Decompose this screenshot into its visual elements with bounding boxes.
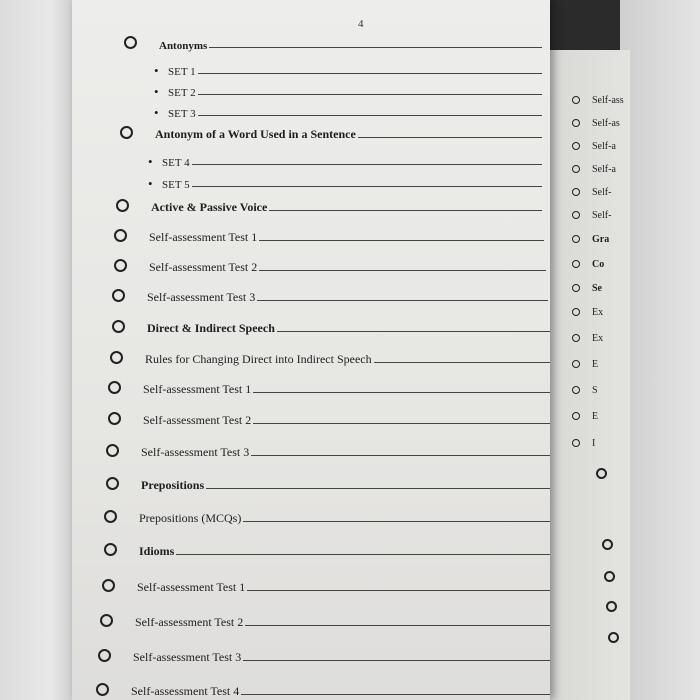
leader-line xyxy=(209,46,542,48)
circle-icon xyxy=(98,649,111,662)
circle-icon xyxy=(106,444,119,457)
toc-item-row xyxy=(106,440,550,460)
circle-icon xyxy=(572,188,580,196)
side-entry xyxy=(572,184,630,200)
leader-line xyxy=(176,553,550,555)
circle-icon xyxy=(572,412,580,420)
circle-icon xyxy=(572,334,580,342)
side-entry xyxy=(572,256,630,272)
side-entry xyxy=(572,115,630,131)
toc-label: Self-assessment Test 2 xyxy=(143,413,252,427)
circle-icon xyxy=(572,119,580,127)
circle-icon xyxy=(116,199,129,212)
side-entry-label: E xyxy=(592,358,599,370)
toc-item-row xyxy=(112,285,548,305)
toc-item-row xyxy=(108,377,550,397)
toc-item-row xyxy=(96,679,550,699)
side-entry xyxy=(572,435,630,451)
leader-line xyxy=(192,163,542,165)
leader-line xyxy=(251,454,550,456)
circle-icon xyxy=(96,683,109,696)
toc-section-row xyxy=(104,539,550,559)
side-entry-label: Self-ass xyxy=(592,94,624,106)
toc-item-row xyxy=(102,575,550,595)
side-entry-label: S xyxy=(592,384,598,396)
circle-icon xyxy=(572,96,580,104)
circle-icon xyxy=(572,308,580,316)
leader-line xyxy=(257,299,548,301)
leader-line xyxy=(245,624,550,626)
leader-line xyxy=(241,693,550,695)
circle-icon xyxy=(572,386,580,394)
toc-label: SET 2 xyxy=(168,87,196,99)
leader-line xyxy=(243,659,550,661)
circle-icon xyxy=(108,412,121,425)
circle-icon xyxy=(604,571,615,582)
toc-bullet-row xyxy=(154,100,542,120)
toc-label: Self-assessment Test 3 xyxy=(141,445,250,459)
toc-section-row xyxy=(116,195,542,215)
side-entry xyxy=(572,92,630,108)
side-entry-label: Ex xyxy=(592,332,604,344)
leader-line xyxy=(269,209,542,211)
circle-icon xyxy=(104,510,117,523)
side-entry-label: Co xyxy=(592,258,605,270)
bullet-icon: • xyxy=(154,84,159,99)
toc-label: SET 4 xyxy=(162,157,190,169)
toc-label: SET 3 xyxy=(168,108,196,120)
toc-bullet-row xyxy=(154,79,542,99)
circle-icon xyxy=(106,477,119,490)
toc-label: Antonyms xyxy=(159,40,208,52)
side-entry xyxy=(572,280,630,296)
circle-icon xyxy=(104,543,117,556)
circle-icon xyxy=(114,229,127,242)
toc-label: Prepositions xyxy=(141,478,205,492)
circle-icon xyxy=(572,142,580,150)
bullet-icon: • xyxy=(154,63,159,78)
toc-label: Self-assessment Test 1 xyxy=(137,580,246,594)
toc-label: Self-assessment Test 1 xyxy=(149,230,258,244)
leader-line xyxy=(374,361,550,363)
circle-icon xyxy=(120,126,133,139)
side-entry xyxy=(572,408,630,424)
leader-line xyxy=(198,93,542,95)
side-entry-label: I xyxy=(592,437,596,449)
toc-item-row xyxy=(104,506,550,526)
side-entry xyxy=(572,382,630,398)
bullet-icon: • xyxy=(154,105,159,120)
toc-label: Direct & Indirect Speech xyxy=(147,321,275,335)
leader-line xyxy=(358,136,542,138)
circle-icon xyxy=(100,614,113,627)
side-entry-label: Self- xyxy=(592,186,612,198)
circle-icon xyxy=(602,539,613,550)
toc-bullet-row xyxy=(154,58,542,78)
side-entry-label: Self- xyxy=(592,209,612,221)
circle-icon xyxy=(572,235,580,243)
leader-line xyxy=(277,330,550,332)
circle-icon xyxy=(102,579,115,592)
toc-section-row xyxy=(106,473,550,493)
toc-item-row xyxy=(108,408,550,428)
side-page xyxy=(540,50,630,700)
circle-icon xyxy=(572,284,580,292)
side-entry-label: Ex xyxy=(592,306,604,318)
side-entry xyxy=(572,231,630,247)
toc-label: Self-assessment Test 2 xyxy=(149,260,258,274)
side-entry xyxy=(572,330,630,346)
circle-icon xyxy=(606,601,617,612)
toc-section-row xyxy=(124,32,542,52)
side-entry-label: E xyxy=(592,410,599,422)
circle-icon xyxy=(572,211,580,219)
leader-line xyxy=(243,520,550,522)
leader-line xyxy=(259,269,546,271)
toc-section-row xyxy=(112,316,550,336)
side-entry xyxy=(572,304,630,320)
background-right xyxy=(620,0,700,700)
toc-section-row xyxy=(120,122,542,142)
toc-label: Antonym of a Word Used in a Sentence xyxy=(155,127,356,141)
side-entry-label: Self-a xyxy=(592,163,616,175)
toc-label: Self-assessment Test 4 xyxy=(131,684,240,698)
toc-label: Prepositions (MCQs) xyxy=(139,511,242,525)
leader-line xyxy=(253,422,550,424)
leader-line xyxy=(253,391,550,393)
toc-item-row xyxy=(100,610,550,630)
side-entry-label: Self-as xyxy=(592,117,620,129)
circle-icon xyxy=(112,289,125,302)
toc-label: Self-assessment Test 3 xyxy=(133,650,242,664)
leader-line xyxy=(198,72,542,74)
circle-icon xyxy=(608,632,619,643)
side-entry-label: Se xyxy=(592,282,602,294)
circle-icon xyxy=(572,260,580,268)
toc-item-row xyxy=(110,347,550,367)
circle-icon xyxy=(114,259,127,272)
toc-item-row xyxy=(98,645,550,665)
circle-icon xyxy=(572,439,580,447)
toc-label: SET 1 xyxy=(168,66,196,78)
toc-label: Self-assessment Test 3 xyxy=(147,290,256,304)
leader-line xyxy=(198,114,542,116)
toc-label: Self-assessment Test 1 xyxy=(143,382,252,396)
background-left xyxy=(0,0,72,700)
leader-line xyxy=(192,185,542,187)
side-entry-label: Self-a xyxy=(592,140,616,152)
side-entry-label: Gra xyxy=(592,233,610,245)
circle-icon xyxy=(596,468,607,479)
toc-page xyxy=(72,0,550,700)
side-entry xyxy=(572,138,630,154)
toc-label: SET 5 xyxy=(162,179,190,191)
side-entry xyxy=(572,161,630,177)
leader-line xyxy=(259,239,544,241)
circle-icon xyxy=(108,381,121,394)
leader-line xyxy=(206,487,550,489)
side-entry xyxy=(572,356,630,372)
circle-icon xyxy=(572,165,580,173)
toc-bullet-row xyxy=(148,171,542,191)
circle-icon xyxy=(110,351,123,364)
toc-label: Self-assessment Test 2 xyxy=(135,615,244,629)
circle-icon xyxy=(572,360,580,368)
circle-icon xyxy=(124,36,137,49)
circle-icon xyxy=(112,320,125,333)
toc-label: Idioms xyxy=(139,544,175,558)
toc-item-row xyxy=(114,225,544,245)
page-number: 4 xyxy=(358,18,364,30)
toc-label: Rules for Changing Direct into Indirect Speech xyxy=(145,352,372,366)
side-entry xyxy=(572,207,630,223)
leader-line xyxy=(247,589,550,591)
toc-label: Active & Passive Voice xyxy=(151,200,268,214)
toc-bullet-row xyxy=(148,149,542,169)
bullet-icon: • xyxy=(148,176,153,191)
bullet-icon: • xyxy=(148,154,153,169)
toc-item-row xyxy=(114,255,546,275)
